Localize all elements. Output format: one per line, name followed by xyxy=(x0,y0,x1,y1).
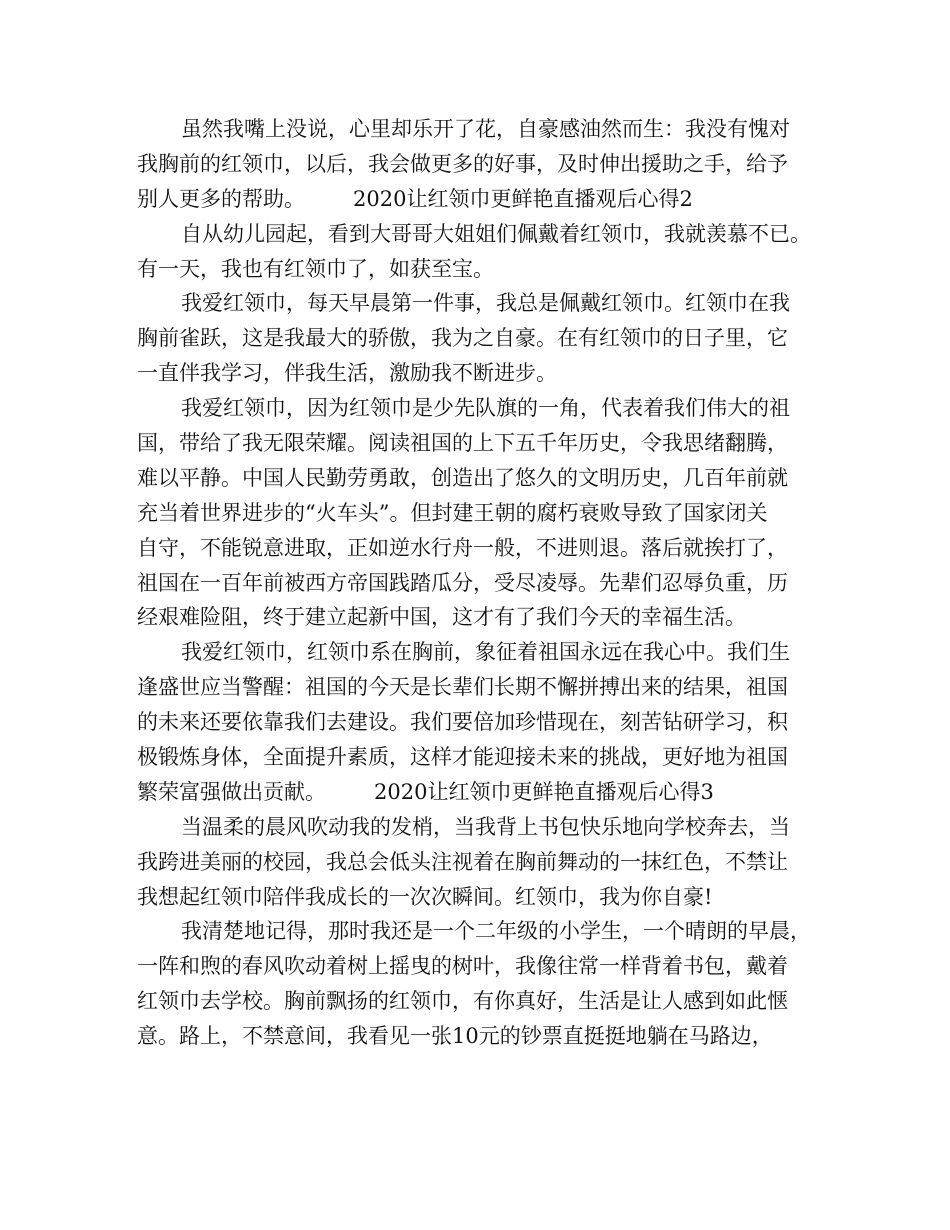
paragraph-text: 意。路上，不禁意间，我看见一张10元的钞票直挺挺地躺在马路边， xyxy=(137,1024,773,1049)
paragraph-text: 有一天，我也有红领巾了，如获至宝。 xyxy=(137,256,494,281)
text-line xyxy=(137,252,827,287)
text-line xyxy=(137,356,827,391)
text-line xyxy=(137,949,827,984)
text-line xyxy=(137,705,827,740)
paragraph-text: 我跨进美丽的校园，我总会低头注视着在胸前舞动的一抹红色，不禁让 xyxy=(137,849,788,874)
paragraph-text: 自从幼儿园起，看到大哥哥大姐姐们佩戴着红领巾，我就羡慕不已。 xyxy=(181,221,811,246)
paragraph-text: 我清楚地记得，那时我还是一个二年级的小学生，一个晴朗的早晨， xyxy=(181,919,811,944)
paragraph-text: 繁荣富强做出贡献。 xyxy=(137,779,326,804)
paragraph-text: 经艰难险阻，终于建立起新中国，这才有了我们今天的幸福生活。 xyxy=(137,605,746,630)
text-line xyxy=(137,147,827,182)
paragraph-text: 一阵和煦的春风吹动着树上摇曳的树叶，我像往常一样背着书包，戴着 xyxy=(137,954,788,979)
paragraph-text: 自守，不能锐意进取，正如逆水行舟一般，不进则退。落后就挨打了， xyxy=(137,535,788,560)
paragraph-text: 我爱红领巾，每天早晨第一件事，我总是佩戴红领巾。红领巾在我 xyxy=(181,291,790,316)
paragraph-text: 别人更多的帮助。 xyxy=(137,186,305,211)
text-line xyxy=(137,531,827,566)
section-heading: 2020让红领巾更鲜艳直播观后心得2 xyxy=(353,186,693,211)
text-line xyxy=(137,391,827,426)
paragraph-text: 胸前雀跃，这是我最大的骄傲，我为之自豪。在有红领巾的日子里，它 xyxy=(137,326,788,351)
paragraph-text: 我爱红领巾，因为红领巾是少先队旗的一角，代表着我们伟大的祖 xyxy=(181,396,790,421)
paragraph-text: 祖国在一百年前被西方帝国践踏瓜分，受尽凌辱。先辈们忍辱负重，历 xyxy=(137,570,788,595)
text-line xyxy=(137,566,827,601)
paragraph-text: 充当着世界进步的“火车头”。但封建王朝的腐朽衰败导致了国家闭关 xyxy=(137,500,768,525)
paragraph-text: 逢盛世应当警醒：祖国的今天是长辈们长期不懈拼搏出来的结果，祖国 xyxy=(137,675,788,700)
text-line xyxy=(137,112,827,147)
text-line xyxy=(137,845,827,880)
text-line xyxy=(137,321,827,356)
text-line xyxy=(137,286,827,321)
text-line xyxy=(137,670,827,705)
text-line xyxy=(137,740,827,775)
text-line xyxy=(137,880,827,915)
paragraph-text: 我胸前的红领巾，以后，我会做更多的好事，及时伸出援助之手，给予 xyxy=(137,151,788,176)
text-line xyxy=(137,1019,827,1054)
paragraph-text: 一直伴我学习，伴我生活，激励我不断进步。 xyxy=(137,361,557,386)
text-line xyxy=(137,810,827,845)
text-line xyxy=(137,775,827,810)
text-line xyxy=(137,182,827,217)
text-line xyxy=(137,600,827,635)
paragraph-text: 当温柔的晨风吹动我的发梢，当我背上书包快乐地向学校奔去，当 xyxy=(181,814,790,839)
text-line xyxy=(137,217,827,252)
text-line xyxy=(137,635,827,670)
paragraph-text: 的未来还要依靠我们去建设。我们要倍加珍惜现在，刻苦钻研学习，积 xyxy=(137,710,788,735)
paragraph-text: 国，带给了我无限荣耀。阅读祖国的上下五千年历史，令我思绪翻腾， xyxy=(137,431,788,456)
paragraph-text: 我想起红领巾陪伴我成长的一次次瞬间。红领巾，我为你自豪! xyxy=(137,884,713,909)
paragraph-text: 极锻炼身体，全面提升素质，这样才能迎接未来的挑战，更好地为祖国 xyxy=(137,745,788,770)
paragraph-text: 难以平静。中国人民勤劳勇敢，创造出了悠久的文明历史，几百年前就 xyxy=(137,465,788,490)
paragraph-text: 我爱红领巾，红领巾系在胸前，象征着祖国永远在我心中。我们生 xyxy=(181,640,790,665)
document-body xyxy=(137,112,827,1054)
paragraph-text: 虽然我嘴上没说，心里却乐开了花，自豪感油然而生：我没有愧对 xyxy=(181,117,790,141)
section-heading: 2020让红领巾更鲜艳直播观后心得3 xyxy=(374,779,714,804)
text-line xyxy=(137,496,827,531)
text-line xyxy=(137,426,827,461)
paragraph-text: 红领巾去学校。胸前飘扬的红领巾，有你真好，生活是让人感到如此惬 xyxy=(137,989,788,1014)
text-line xyxy=(137,914,827,949)
text-line xyxy=(137,461,827,496)
text-line xyxy=(137,984,827,1019)
